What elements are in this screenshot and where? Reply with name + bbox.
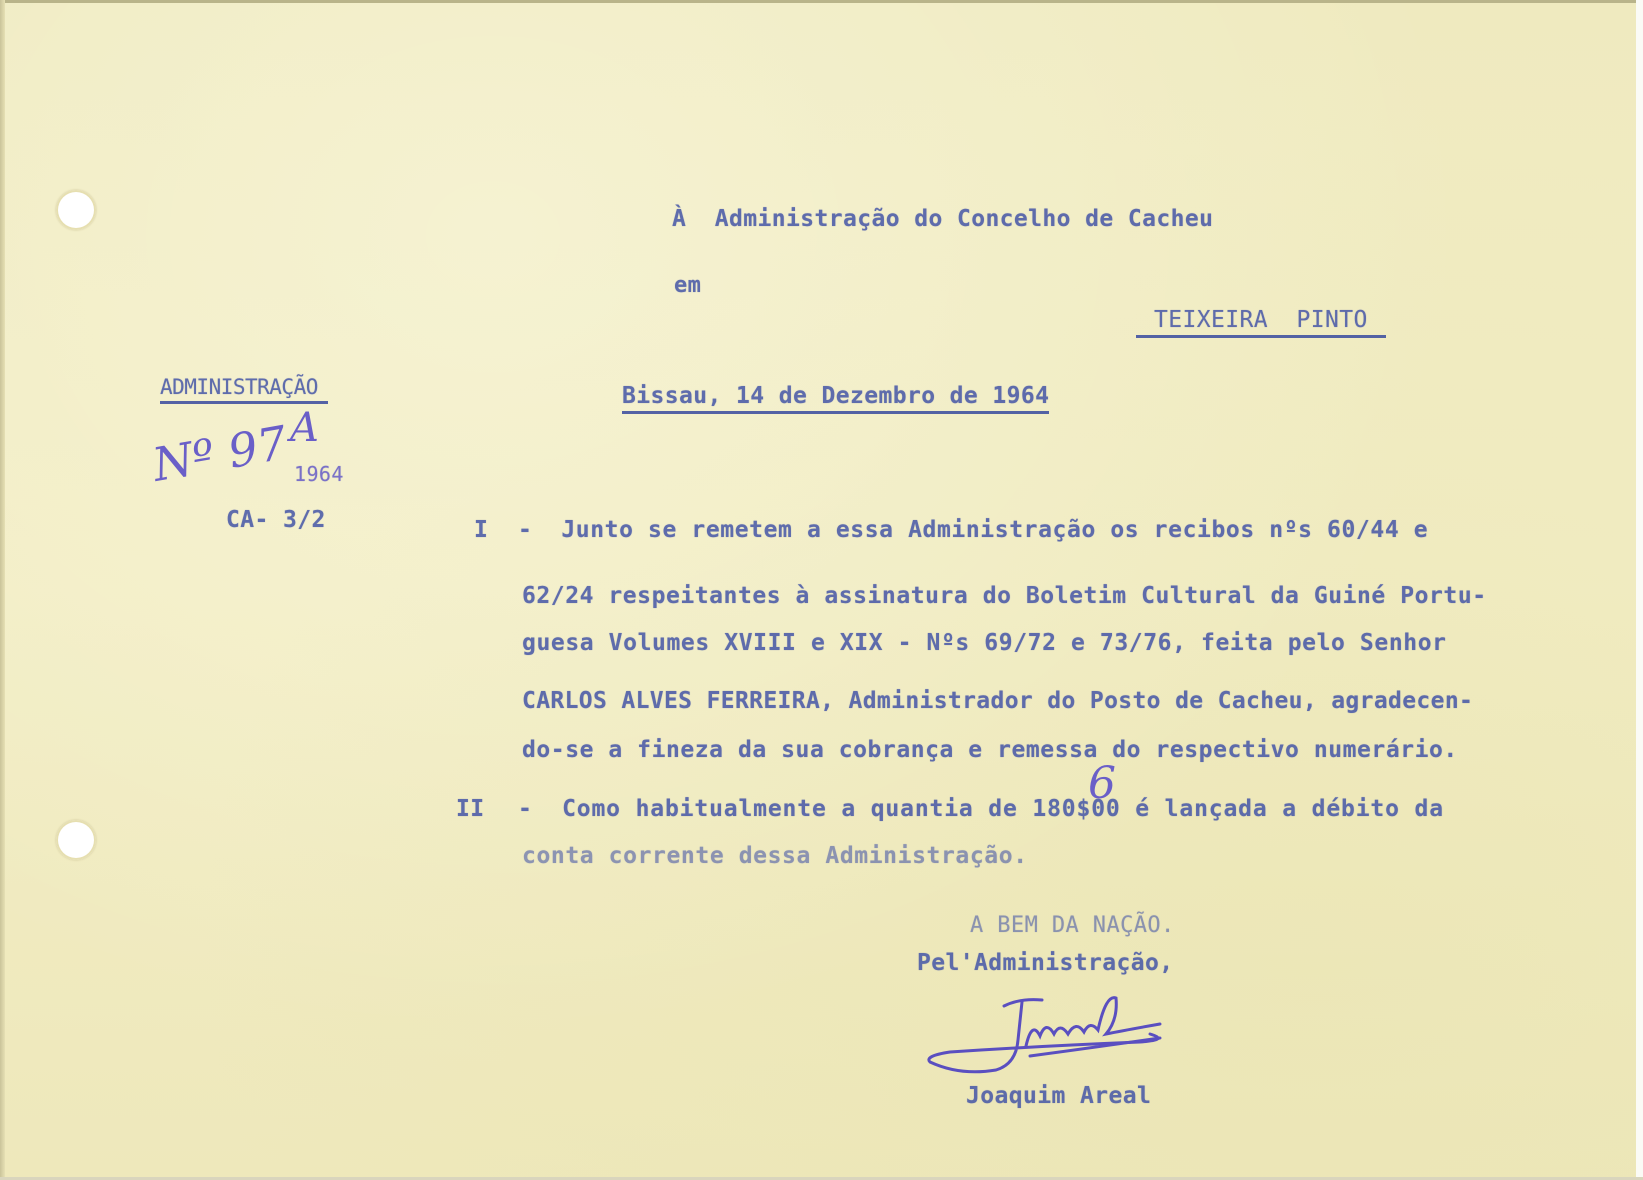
addressee-place: TEIXEIRA PINTO xyxy=(1136,307,1386,338)
addressee-line: À Administração do Concelho de Cacheu xyxy=(672,206,1214,232)
paragraph-2-line-1: - Como habitualmente a quantia de 180$00 é lançada a débito da xyxy=(518,796,1444,822)
addressee-em: em xyxy=(674,273,702,298)
closing-motto: A BEM DA NAÇÃO. xyxy=(970,913,1175,938)
paragraph-2-line-2: conta corrente dessa Administração. xyxy=(522,843,1028,869)
ref-year: 1964 xyxy=(294,462,344,486)
file-code: CA- 3/2 xyxy=(226,507,326,533)
paper-top-edge xyxy=(0,0,1643,3)
signatory-name: Joaquim Areal xyxy=(966,1083,1152,1109)
closing-on-behalf: Pel'Administração, xyxy=(917,950,1174,976)
paragraph-1-line-4: CARLOS ALVES FERREIRA, Administrador do Posto de Cacheu, agradecen- xyxy=(522,688,1474,714)
paragraph-1-line-3: guesa Volumes XVIII e XIX - Nºs 69/72 e 73/76, feita pelo Senhor xyxy=(522,630,1447,656)
paragraph-1-line-5: do-se a fineza da sua cobrança e remessa do respectivo numerário. xyxy=(522,737,1458,763)
department-label: ADMINISTRAÇÃO xyxy=(160,375,328,404)
paragraph-1-line-1: - Junto se remetem a essa Administração os recibos nºs 60/44 e xyxy=(518,517,1429,543)
paragraph-1-numeral: I xyxy=(474,517,489,543)
handwritten-correction-mark: 6 xyxy=(1088,758,1116,809)
paper-left-edge xyxy=(0,0,5,1180)
punch-hole-bottom xyxy=(56,820,96,860)
paragraph-1-line-2: 62/24 respeitantes à assinatura do Boletim Cultural da Guiné Portu- xyxy=(522,583,1487,609)
punch-hole-top xyxy=(56,190,96,230)
paragraph-2-numeral: II xyxy=(456,796,485,822)
scan-right-margin xyxy=(1636,0,1643,1180)
handwritten-signature-icon xyxy=(920,990,1220,1090)
handwritten-ref-letter: A xyxy=(290,405,319,451)
handwritten-ref-number: Nº 97 xyxy=(148,415,291,492)
date-line: Bissau, 14 de Dezembro de 1964 xyxy=(622,383,1049,414)
